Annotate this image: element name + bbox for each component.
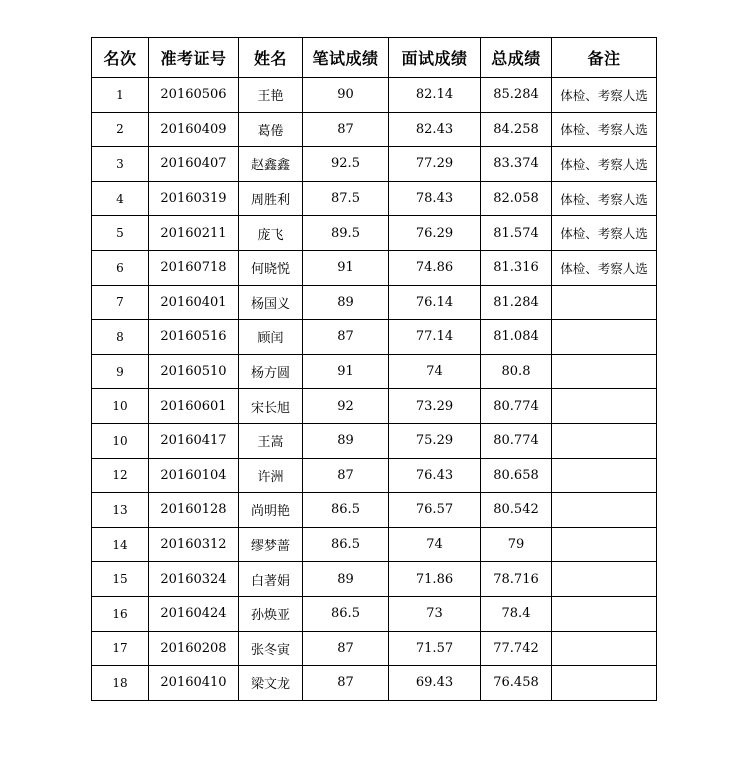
header-row bbox=[92, 38, 657, 78]
cell-interview-score: 82.14 bbox=[389, 78, 481, 113]
cell-remark bbox=[552, 458, 657, 493]
cell-exam-id: 20160312 bbox=[149, 527, 239, 562]
cell-rank: 15 bbox=[92, 562, 149, 597]
table-row bbox=[92, 147, 657, 182]
cell-rank: 5 bbox=[92, 216, 149, 251]
cell-remark bbox=[552, 423, 657, 458]
cell-remark bbox=[552, 527, 657, 562]
cell-remark bbox=[552, 354, 657, 389]
cell-rank: 9 bbox=[92, 354, 149, 389]
cell-total-score: 81.574 bbox=[481, 216, 552, 251]
cell-total-score: 85.284 bbox=[481, 78, 552, 113]
header-total-score: 总成绩 bbox=[481, 38, 552, 78]
cell-total-score: 81.316 bbox=[481, 250, 552, 285]
table-row bbox=[92, 216, 657, 251]
cell-name: 顾闰 bbox=[239, 320, 303, 355]
cell-interview-score: 73 bbox=[389, 596, 481, 631]
cell-exam-id: 20160409 bbox=[149, 112, 239, 147]
cell-remark bbox=[552, 320, 657, 355]
cell-total-score: 80.658 bbox=[481, 458, 552, 493]
cell-remark bbox=[552, 285, 657, 320]
cell-remark: 体检、考察人选 bbox=[552, 250, 657, 285]
cell-name: 白著娟 bbox=[239, 562, 303, 597]
cell-name: 尚明艳 bbox=[239, 493, 303, 528]
cell-total-score: 77.742 bbox=[481, 631, 552, 666]
cell-written-score: 92.5 bbox=[303, 147, 389, 182]
cell-name: 杨国义 bbox=[239, 285, 303, 320]
cell-exam-id: 20160424 bbox=[149, 596, 239, 631]
cell-total-score: 80.774 bbox=[481, 389, 552, 424]
cell-name: 孙焕亚 bbox=[239, 596, 303, 631]
cell-rank: 13 bbox=[92, 493, 149, 528]
table-row bbox=[92, 320, 657, 355]
cell-name: 王艳 bbox=[239, 78, 303, 113]
cell-rank: 10 bbox=[92, 423, 149, 458]
cell-name: 宋长旭 bbox=[239, 389, 303, 424]
cell-total-score: 80.8 bbox=[481, 354, 552, 389]
cell-total-score: 78.4 bbox=[481, 596, 552, 631]
cell-written-score: 87 bbox=[303, 631, 389, 666]
cell-total-score: 81.284 bbox=[481, 285, 552, 320]
cell-rank: 7 bbox=[92, 285, 149, 320]
table-row bbox=[92, 631, 657, 666]
cell-exam-id: 20160506 bbox=[149, 78, 239, 113]
cell-rank: 12 bbox=[92, 458, 149, 493]
table-row bbox=[92, 250, 657, 285]
cell-exam-id: 20160211 bbox=[149, 216, 239, 251]
cell-remark bbox=[552, 666, 657, 701]
cell-interview-score: 78.43 bbox=[389, 181, 481, 216]
cell-written-score: 86.5 bbox=[303, 493, 389, 528]
table-row bbox=[92, 493, 657, 528]
cell-written-score: 90 bbox=[303, 78, 389, 113]
cell-exam-id: 20160510 bbox=[149, 354, 239, 389]
cell-name: 许洲 bbox=[239, 458, 303, 493]
cell-written-score: 86.5 bbox=[303, 596, 389, 631]
cell-interview-score: 74 bbox=[389, 527, 481, 562]
cell-remark bbox=[552, 562, 657, 597]
cell-written-score: 86.5 bbox=[303, 527, 389, 562]
cell-rank: 14 bbox=[92, 527, 149, 562]
cell-name: 庞飞 bbox=[239, 216, 303, 251]
cell-written-score: 91 bbox=[303, 354, 389, 389]
header-name: 姓名 bbox=[239, 38, 303, 78]
cell-exam-id: 20160319 bbox=[149, 181, 239, 216]
cell-exam-id: 20160601 bbox=[149, 389, 239, 424]
cell-exam-id: 20160324 bbox=[149, 562, 239, 597]
cell-remark: 体检、考察人选 bbox=[552, 181, 657, 216]
cell-rank: 2 bbox=[92, 112, 149, 147]
cell-exam-id: 20160417 bbox=[149, 423, 239, 458]
cell-name: 张冬寅 bbox=[239, 631, 303, 666]
cell-exam-id: 20160128 bbox=[149, 493, 239, 528]
cell-written-score: 89 bbox=[303, 285, 389, 320]
cell-remark: 体检、考察人选 bbox=[552, 78, 657, 113]
cell-written-score: 87 bbox=[303, 112, 389, 147]
header-interview-score: 面试成绩 bbox=[389, 38, 481, 78]
table-row bbox=[92, 423, 657, 458]
cell-written-score: 87 bbox=[303, 458, 389, 493]
header-rank: 名次 bbox=[92, 38, 149, 78]
cell-written-score: 89.5 bbox=[303, 216, 389, 251]
cell-interview-score: 71.57 bbox=[389, 631, 481, 666]
cell-remark: 体检、考察人选 bbox=[552, 147, 657, 182]
cell-written-score: 92 bbox=[303, 389, 389, 424]
header-written-score: 笔试成绩 bbox=[303, 38, 389, 78]
cell-interview-score: 76.43 bbox=[389, 458, 481, 493]
cell-name: 周胜利 bbox=[239, 181, 303, 216]
table-row bbox=[92, 527, 657, 562]
table-row bbox=[92, 666, 657, 701]
cell-exam-id: 20160104 bbox=[149, 458, 239, 493]
cell-interview-score: 74.86 bbox=[389, 250, 481, 285]
cell-remark: 体检、考察人选 bbox=[552, 112, 657, 147]
cell-written-score: 91 bbox=[303, 250, 389, 285]
table-row bbox=[92, 354, 657, 389]
cell-rank: 1 bbox=[92, 78, 149, 113]
cell-interview-score: 76.29 bbox=[389, 216, 481, 251]
table-row bbox=[92, 389, 657, 424]
cell-exam-id: 20160208 bbox=[149, 631, 239, 666]
table-row bbox=[92, 458, 657, 493]
cell-rank: 18 bbox=[92, 666, 149, 701]
cell-remark bbox=[552, 631, 657, 666]
cell-written-score: 89 bbox=[303, 562, 389, 597]
cell-rank: 4 bbox=[92, 181, 149, 216]
cell-rank: 17 bbox=[92, 631, 149, 666]
score-table bbox=[91, 37, 657, 701]
header-exam-id: 准考证号 bbox=[149, 38, 239, 78]
cell-name: 王嵩 bbox=[239, 423, 303, 458]
cell-name: 赵鑫鑫 bbox=[239, 147, 303, 182]
cell-name: 何晓悦 bbox=[239, 250, 303, 285]
cell-total-score: 76.458 bbox=[481, 666, 552, 701]
cell-exam-id: 20160401 bbox=[149, 285, 239, 320]
cell-total-score: 78.716 bbox=[481, 562, 552, 597]
cell-total-score: 80.542 bbox=[481, 493, 552, 528]
cell-total-score: 84.258 bbox=[481, 112, 552, 147]
cell-interview-score: 75.29 bbox=[389, 423, 481, 458]
cell-exam-id: 20160410 bbox=[149, 666, 239, 701]
table-body bbox=[92, 78, 657, 701]
table-row bbox=[92, 562, 657, 597]
table-row bbox=[92, 181, 657, 216]
cell-total-score: 79 bbox=[481, 527, 552, 562]
cell-written-score: 87 bbox=[303, 666, 389, 701]
cell-interview-score: 77.29 bbox=[389, 147, 481, 182]
cell-name: 葛倦 bbox=[239, 112, 303, 147]
cell-rank: 3 bbox=[92, 147, 149, 182]
cell-exam-id: 20160407 bbox=[149, 147, 239, 182]
cell-written-score: 87.5 bbox=[303, 181, 389, 216]
cell-name: 缪梦蔷 bbox=[239, 527, 303, 562]
table-row bbox=[92, 596, 657, 631]
cell-interview-score: 69.43 bbox=[389, 666, 481, 701]
cell-remark: 体检、考察人选 bbox=[552, 216, 657, 251]
cell-interview-score: 71.86 bbox=[389, 562, 481, 597]
table-row bbox=[92, 285, 657, 320]
cell-interview-score: 74 bbox=[389, 354, 481, 389]
cell-total-score: 80.774 bbox=[481, 423, 552, 458]
cell-exam-id: 20160516 bbox=[149, 320, 239, 355]
header-remark: 备注 bbox=[552, 38, 657, 78]
cell-remark bbox=[552, 493, 657, 528]
table-row bbox=[92, 112, 657, 147]
cell-total-score: 81.084 bbox=[481, 320, 552, 355]
table-row bbox=[92, 78, 657, 113]
cell-interview-score: 73.29 bbox=[389, 389, 481, 424]
cell-remark bbox=[552, 389, 657, 424]
cell-rank: 6 bbox=[92, 250, 149, 285]
cell-interview-score: 77.14 bbox=[389, 320, 481, 355]
cell-interview-score: 76.14 bbox=[389, 285, 481, 320]
cell-total-score: 82.058 bbox=[481, 181, 552, 216]
cell-rank: 16 bbox=[92, 596, 149, 631]
cell-interview-score: 82.43 bbox=[389, 112, 481, 147]
cell-rank: 10 bbox=[92, 389, 149, 424]
cell-remark bbox=[552, 596, 657, 631]
cell-interview-score: 76.57 bbox=[389, 493, 481, 528]
cell-name: 梁文龙 bbox=[239, 666, 303, 701]
cell-exam-id: 20160718 bbox=[149, 250, 239, 285]
cell-rank: 8 bbox=[92, 320, 149, 355]
cell-written-score: 89 bbox=[303, 423, 389, 458]
cell-written-score: 87 bbox=[303, 320, 389, 355]
cell-total-score: 83.374 bbox=[481, 147, 552, 182]
cell-name: 杨方圆 bbox=[239, 354, 303, 389]
